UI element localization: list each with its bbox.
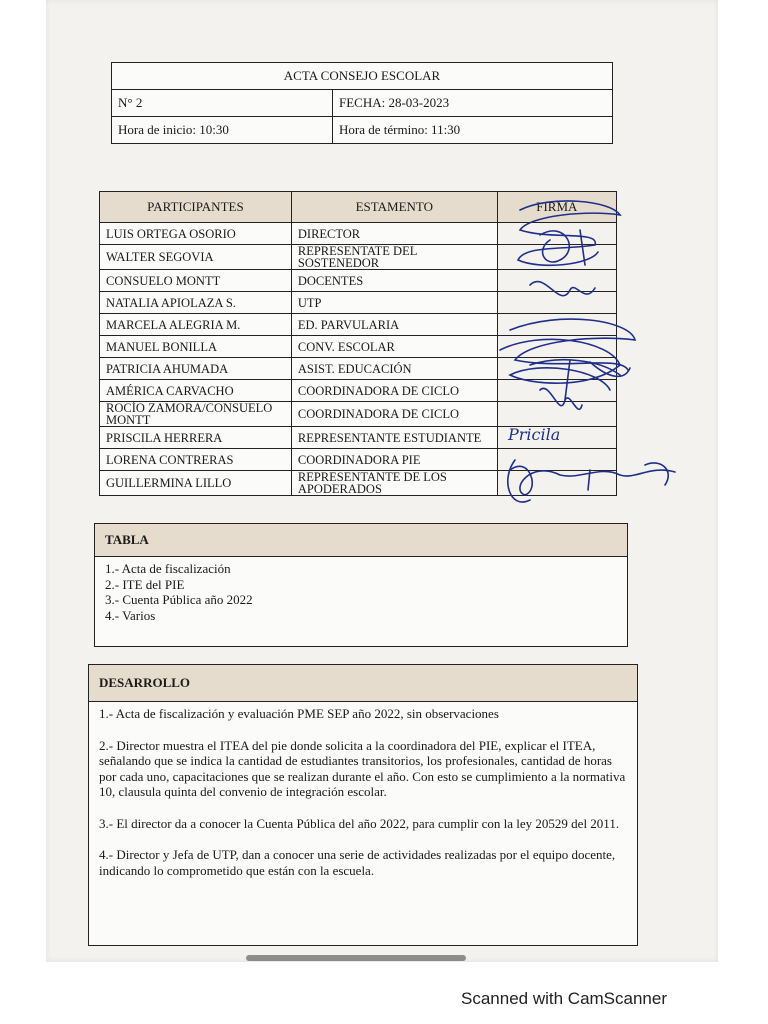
desarrollo-paragraph: 3.- El director da a conocer la Cuenta Pública del año 2022, para cumplir con la ley 20529 del 2011. [99, 815, 620, 831]
participant-signature-cell [497, 245, 616, 270]
participant-name: MANUEL BONILLA [100, 336, 292, 358]
desarrollo-paragraph: 4.- Director y Jefa de UTP, dan a conocer una serie de actividades realizadas por el equipo docente, indicando lo comprometido que están con la escuela. [99, 847, 616, 878]
desarrollo-paragraph: 2.- Director muestra el ITEA del pie donde solicita a la coordinadora del PIE, explicar el ITEA, señalando que se indica la cantidad de estudiantes transitorios, los profesionales, cantidad de horas por cada uno, capacitaciones que se realizan durante el año. Con esto se cumplimiento a la normativa 10, clausula quinta del convenio de integración escolar. [99, 737, 626, 799]
participant-signature-cell [497, 292, 616, 314]
participant-row [100, 314, 617, 336]
participant-row [100, 471, 617, 496]
participant-row [100, 245, 617, 270]
participant-signature-cell [497, 402, 616, 427]
participant-row [100, 336, 617, 358]
participant-signature-cell [497, 358, 616, 380]
participant-name: ROCÍO ZAMORA/CONSUELO MONTT [100, 402, 292, 427]
firma-header: FIRMA [497, 192, 616, 223]
participant-estamento: ED. PARVULARIA [291, 314, 497, 336]
participant-estamento: REPRESENTANTE DE LOS APODERADOS [291, 471, 497, 496]
end-time: Hora de término: 11:30 [333, 117, 613, 144]
participant-name: LUIS ORTEGA OSORIO [100, 223, 292, 245]
signature-estudiante: Pricila [508, 425, 561, 444]
desarrollo-section [88, 664, 638, 946]
participant-estamento: DOCENTES [291, 270, 497, 292]
participant-estamento: DIRECTOR [291, 223, 497, 245]
paper-shadow [246, 955, 466, 961]
desarrollo-paragraph: 1.- Acta de fiscalización y evaluación PME SEP año 2022, sin observaciones [99, 706, 499, 721]
participant-name: WALTER SEGOVIA [100, 245, 292, 270]
desarrollo-body [89, 702, 637, 878]
desarrollo-title: DESARROLLO [89, 665, 637, 702]
participant-estamento: REPRESENTANTE ESTUDIANTE [291, 427, 497, 449]
participant-estamento: COORDINADORA PIE [291, 449, 497, 471]
tabla-item: 2.- ITE del PIE [105, 576, 185, 592]
participant-name: PATRICIA AHUMADA [100, 358, 292, 380]
tabla-item: 3.- Cuenta Pública año 2022 [105, 592, 253, 607]
start-time: Hora de inicio: 10:30 [112, 117, 333, 144]
tabla-title: TABLA [95, 524, 627, 557]
participant-estamento: UTP [291, 292, 497, 314]
participants-header: PARTICIPANTES [100, 192, 292, 223]
acta-date: FECHA: 28-03-2023 [333, 90, 613, 117]
participant-name: CONSUELO MONTT [100, 270, 292, 292]
participant-name: GUILLERMINA LILLO [100, 471, 292, 496]
tabla-list [95, 557, 627, 627]
participant-signature-cell [497, 380, 616, 402]
acta-number: N° 2 [112, 90, 333, 117]
participant-row [100, 427, 617, 449]
participant-name: MARCELA ALEGRIA M. [100, 314, 292, 336]
participant-estamento: COORDINADORA DE CICLO [291, 380, 497, 402]
estamento-header: ESTAMENTO [291, 192, 497, 223]
participant-name: PRISCILA HERRERA [100, 427, 292, 449]
participant-estamento: ASIST. EDUCACIÓN [291, 358, 497, 380]
participant-name: NATALIA APIOLAZA S. [100, 292, 292, 314]
participant-signature-cell [497, 314, 616, 336]
participant-signature-cell [497, 336, 616, 358]
tabla-item: 1.- Acta de fiscalización [105, 561, 231, 576]
participant-estamento: CONV. ESCOLAR [291, 336, 497, 358]
participant-row [100, 292, 617, 314]
participant-signature-cell [497, 270, 616, 292]
participant-row [100, 402, 617, 427]
participant-signature-cell [497, 427, 616, 449]
tabla-item: 4.- Varios [105, 607, 156, 623]
participant-signature-cell [497, 223, 616, 245]
participant-row [100, 449, 617, 471]
participant-row [100, 380, 617, 402]
participant-signature-cell [497, 471, 616, 496]
acta-title: ACTA CONSEJO ESCOLAR [112, 63, 613, 90]
participant-row [100, 358, 617, 380]
participant-estamento: COORDINADORA DE CICLO [291, 402, 497, 427]
participant-estamento: REPRESENTATE DEL SOSTENEDOR [291, 245, 497, 270]
acta-header-table [111, 62, 613, 144]
participant-name: LORENA CONTRERAS [100, 449, 292, 471]
participants-table [99, 191, 617, 496]
participant-name: AMÉRICA CARVACHO [100, 380, 292, 402]
participant-row [100, 270, 617, 292]
tabla-section [94, 523, 628, 647]
participant-row [100, 223, 617, 245]
camscanner-watermark: Scanned with CamScanner [461, 989, 668, 1008]
participant-signature-cell [497, 449, 616, 471]
